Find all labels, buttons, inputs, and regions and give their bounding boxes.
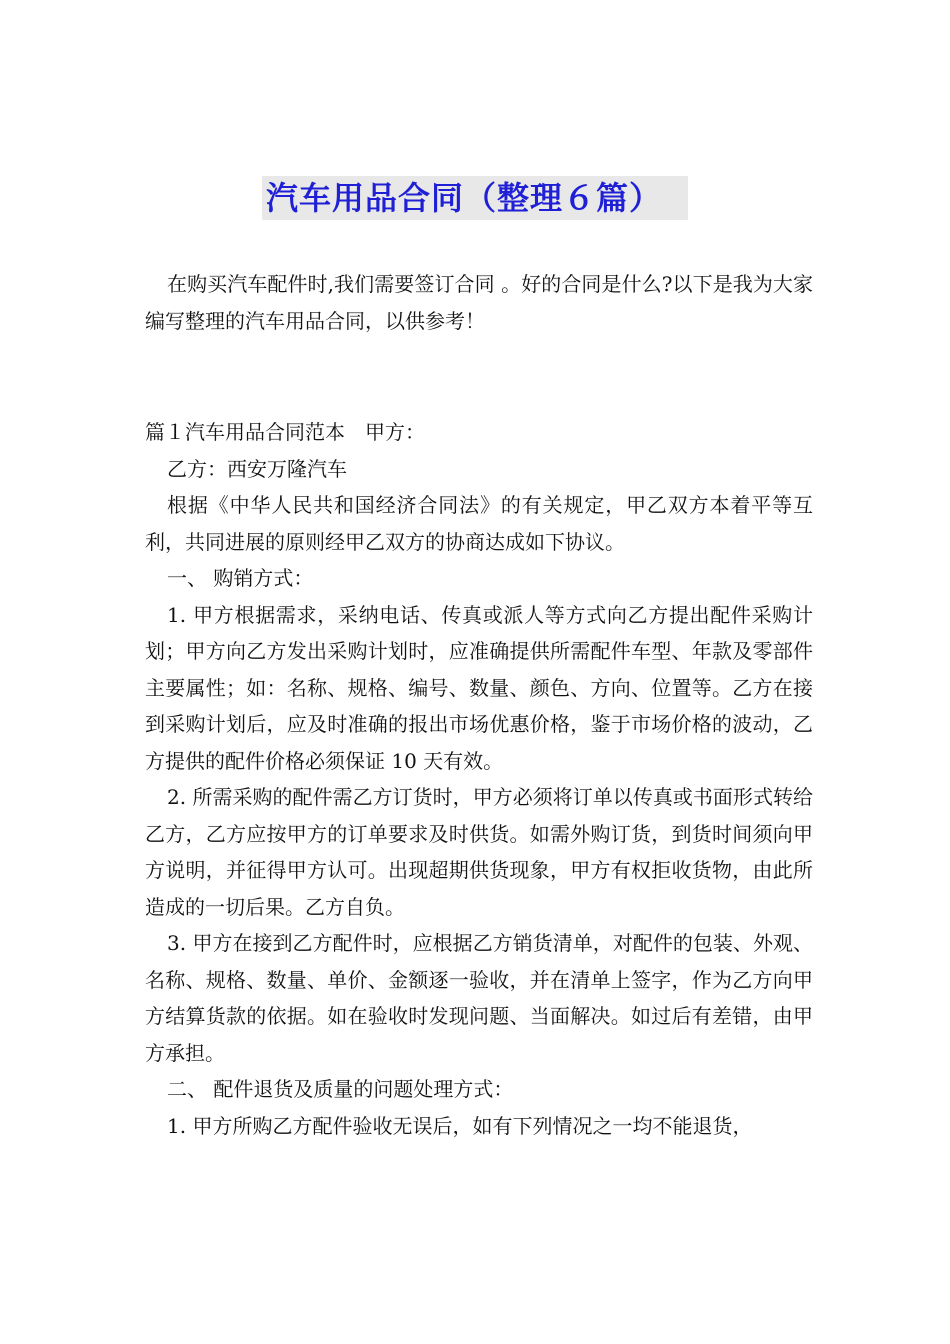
clause-2-1: 1. 甲方所购乙方配件验收无误后，如有下列情况之一均不能退货， — [167, 1113, 753, 1138]
section-heading: 篇１汽车用品合同范本 甲方： — [145, 420, 425, 444]
clause-1-1: 1. 甲方根据需求，采纳电话、传真或派人等方式向乙方提出配件采购计划；甲方向乙方发出采购计划时，应准确提供所需配件车型、年款及零部件主要属性；如：名称、规格、编号、数量、颜色、方向、位置等。乙方在接到采购计划后，应及时准确的报出市场优惠价格，鉴于市场价格的波动，乙方提供的配件价格必须保证 10 天有效。 — [145, 602, 813, 773]
intro-block — [145, 266, 813, 339]
title-container — [0, 176, 950, 220]
party-b-line: 乙方：西安万隆汽车 — [167, 456, 347, 481]
clause-heading-1: 一、 购销方式： — [167, 566, 314, 590]
document-title: 汽车用品合同（整理６篇） — [262, 176, 688, 220]
contract-body — [145, 414, 813, 1144]
clause-1-2: 2. 所需采购的配件需乙方订货时，甲方必须将订单以传真或书面形式转给乙方，乙方应按甲方的订单要求及时供货。如需外购订货，到货时间须向甲方说明，并征得甲方认可。出现超期供货现象，甲方有权拒收货物，由此所造成的一切后果。乙方自负。 — [145, 785, 813, 919]
clause-1-3: 3. 甲方在接到乙方配件时，应根据乙方销货清单，对配件的包装、外观、名称、规格、数量、单价、金额逐一验收，并在清单上签字，作为乙方向甲方结算货款的依据。如在验收时发现问题、当面解决。如过后有差错，由甲方承担。 — [145, 931, 813, 1065]
preamble-paragraph: 根据《中华人民共和国经济合同法》的有关规定，甲乙双方本着平等互利，共同进展的原则经甲乙双方的协商达成如下协议。 — [145, 493, 813, 554]
clause-heading-2: 二、 配件退货及质量的问题处理方式： — [167, 1077, 514, 1101]
intro-paragraph: 在购买汽车配件时,我们需要签订合同 。好的合同是什么?以下是我为大家编写整理的汽车用品合同，以供参考！ — [145, 272, 813, 333]
